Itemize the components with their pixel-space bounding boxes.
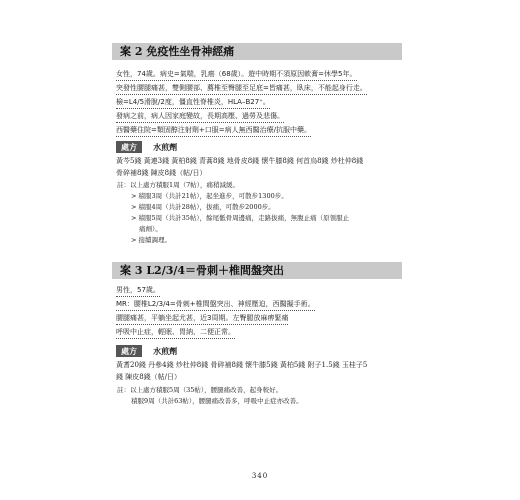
prescription-type: 水煎劑 (153, 346, 178, 356)
case-3-heading: 案 3 L2/3/4＝骨刺＋椎間盤突出 (112, 262, 402, 279)
case-2-prescription-header (116, 141, 177, 153)
case-2-info-line: 女性，74歲。病史=氣喘，乳癌（68歲）。遊中時期不須原因軟膏=休學5年。 (116, 70, 357, 81)
case-2-herb-line: 骨碎補8錢 陳皮8錢（帖/日） (116, 169, 207, 177)
case-3-info-line: 男性，57歲。 (116, 286, 160, 297)
case-2-info-line: 檢=L4/5滑脫/2度，僵直性脊椎炎，HLA–B27⁺。 (116, 98, 270, 109)
case-2-info-line: 發病之前，病人因家庭變故，長期高壓、過勞及悲傷。 (116, 112, 284, 123)
case-3-herb-line: 錢 陳皮8錢（帖/日） (116, 373, 182, 381)
case-3-herb-line: 黃耆20錢 丹參4錢 炒杜仲8錢 骨碎補8錢 懷牛膝5錢 黃柏5錢 附子1.5錢 玉桂子5 (116, 361, 368, 369)
case-3-note-line: 註：以上處方積服5周（35帖），腰腿痛改善，起身較好。 (117, 386, 283, 394)
case-2-info-line: 突發性腰腿痛甚，雙側腰部、薦椎至臀腿至足底=皆痛甚，臥床，不能起身行走。 (116, 84, 367, 95)
case-2-info-line: 西醫藥住院=類固醇注射劑+口服=病人無西醫治療/抗服中藥。 (116, 126, 311, 137)
case-2-note-line: > 接續調理。 (131, 236, 172, 244)
case-2-note-line: 註：以上處方積服1周（7帖），痛稍減緩。 (117, 181, 240, 189)
case-3-info-line: MR：腰椎L2/3/4=骨刺+椎間盤突出、神經壓迫，西醫擬手術。 (116, 300, 315, 311)
case-2-heading: 案 2 免疫性坐骨神經痛 (112, 43, 402, 60)
case-2-note-line: > 積服4周（共計28帖），拔痛，可散步2000步。 (131, 203, 275, 211)
case-3-note-line: 積服9周（共計63帖），腰腿痛改善多，呼吸中止症亦改善。 (131, 397, 303, 405)
case-3-prescription-header (116, 345, 177, 357)
page-number: 340 (251, 472, 269, 480)
prescription-badge: 處方 (116, 345, 142, 357)
prescription-type: 水煎劑 (153, 142, 178, 152)
case-3-info-line: 腰腿痛甚，平躺坐起尤甚，近3周期。左臀腿放麻痹緊痛 (116, 314, 288, 325)
case-3-info-line: 呼吸中止症，輕眠、胃納、二便正常。 (116, 328, 235, 339)
case-2-note-line: > 積服5周（共計35帖），餘尾骶骨周邊痛，走路拔痛，無腹止痛（原領服止 (131, 214, 350, 222)
prescription-badge: 處方 (116, 141, 142, 153)
case-2-note-line: > 積服3周（共計21帖），起坐進步，可散步1300步。 (131, 192, 288, 200)
case-2-herb-line: 黃芩5錢 黃連3錢 黃柏8錢 青蒿8錢 地骨皮8錢 懷牛膝8錢 何首烏8錢 炒杜仲8錢 (116, 157, 364, 165)
case-2-note-line: 痛劑）。 (139, 225, 162, 233)
